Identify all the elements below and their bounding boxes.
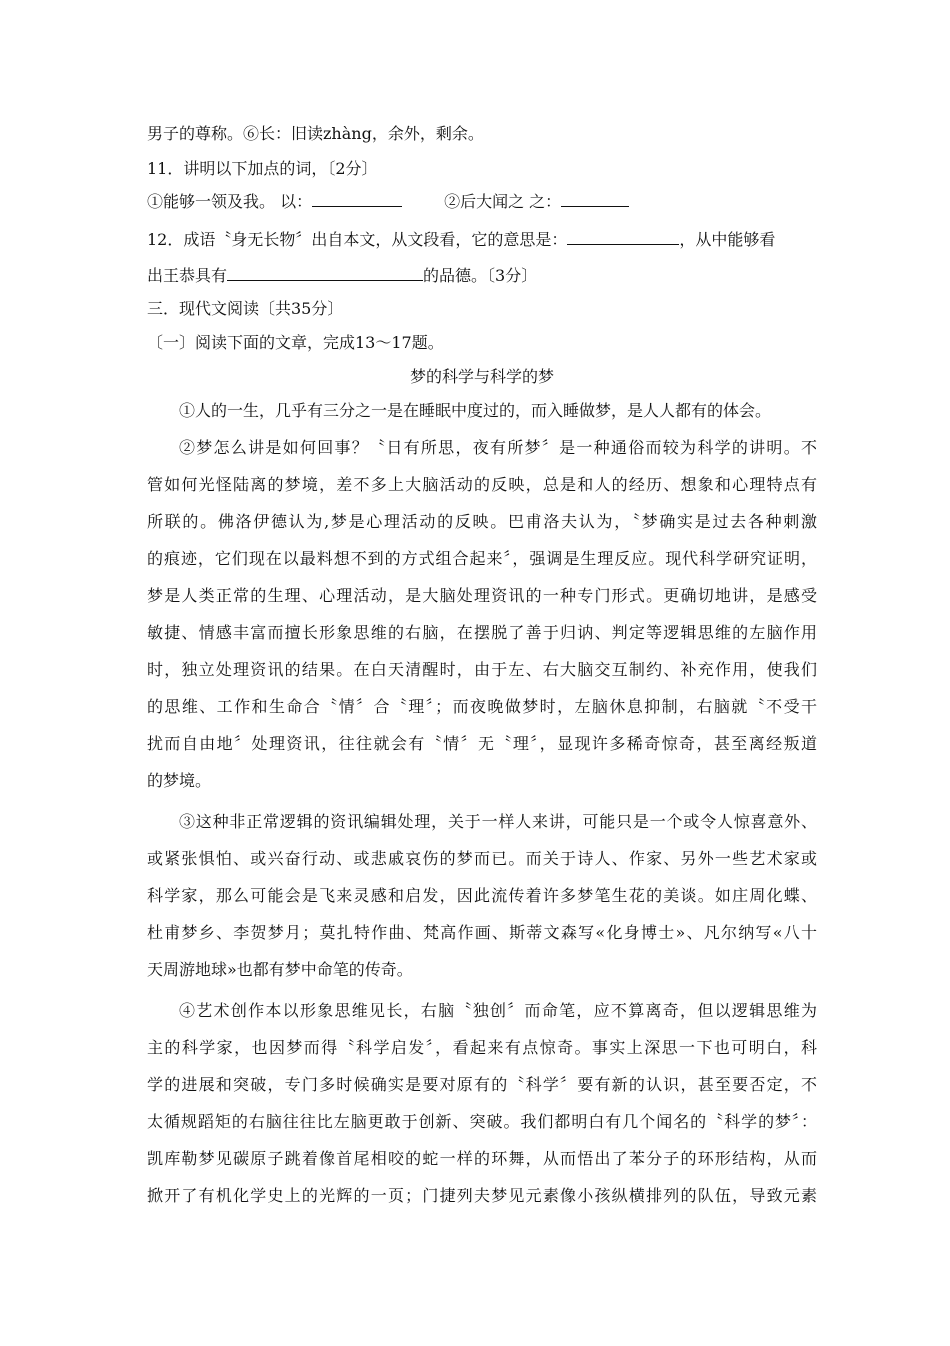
paragraph-3-line: 天周游地球»也都有梦中命笔的传奇。 <box>147 960 413 979</box>
answer-blank[interactable] <box>561 190 629 207</box>
paragraph-3-line: ③这种非正常逻辑的资讯编辑处理，关于一样人来讲，可能只是一个或令人惊喜意外、 <box>179 812 817 831</box>
paragraph-2-line: 敏捷、情感丰富而擅长形象思维的右脑，在摆脱了善于归讷、判定等逻辑思维的左脑作用 <box>147 623 817 642</box>
question-12-line-1: 12．成语〝身无长物〞出自本文，从文段看，它的意思是： ，从中能够看 <box>147 230 776 249</box>
paragraph-2-line: 的思维、工作和生命合〝情〞合〝理〞；而夜晚做梦时，左脑休息抑制，右脑就〝不受干 <box>147 697 817 716</box>
paragraph-1: ①人的一生，几乎有三分之一是在睡眠中度过的，而入睡做梦，是人人都有的体会。 <box>179 401 772 420</box>
article-title: 梦的科学与科学的梦 <box>409 367 554 386</box>
paragraph-2-line: 管如何光怪陆离的梦境，差不多上大脑活动的反映，总是和人的经历、想象和心理特点有 <box>147 475 817 494</box>
paragraph-2-line: 梦是人类正常的生理、心理活动，是大脑处理资讯的一种专门形式。更确切地讲，是感受 <box>147 586 817 605</box>
paragraph-2-line: 所联的。佛洛伊德认为,梦是心理活动的反映。巴甫洛夫认为，〝梦确实是过去各种刺激 <box>147 512 817 531</box>
paragraph-4-line: 主的科学家，也因梦而得〝科学启发〞，看起来有点惊奇。事实上深思一下也可明白，科 <box>147 1038 817 1057</box>
paragraph-2-line: 的梦境。 <box>147 771 212 790</box>
paragraph-4-line: 掀开了有机化学史上的光辉的一页；门捷列夫梦见元素像小孩纵横排列的队伍，导致元素 <box>147 1186 817 1205</box>
paragraph-4-line: 太循规蹈矩的右脑往往比左脑更敢于创新、突破。我们都明白有几个闻名的〝科学的梦〞： <box>147 1112 817 1131</box>
question-11: 11．讲明以下加点的词，〔2分〕 <box>147 159 378 178</box>
question-12-line-2: 出王恭具有 的品德。〔3分〕 <box>147 266 538 285</box>
question-11-items <box>147 190 817 212</box>
q11-item-2: ②后大闻之 之： <box>444 192 562 211</box>
paragraph-2-line: 扰而自由地〞处理资讯，往往就会有〝情〞无〝理〞，显现许多稀奇惊奇，甚至离经叛道 <box>147 734 817 753</box>
paragraph-2-line: ②梦怎么讲是如何回事？〝日有所思，夜有所梦〞是一种通俗而较为科学的讲明。不 <box>179 438 817 457</box>
paragraph-3-line: 杜甫梦乡、李贺梦月；莫扎特作曲、梵高作画、斯蒂文森写«化身博士»、凡尔纳写«八十 <box>147 923 817 942</box>
answer-blank[interactable] <box>312 190 402 207</box>
paragraph-3-line: 科学家，那么可能会是飞来灵感和启发，因此流传着许多梦笔生花的美谈。如庄周化蝶、 <box>147 886 817 905</box>
paragraph-2-line: 的痕迹，它们现在以最料想不到的方式组合起来〞，强调是生理反应。现代科学研究证明， <box>147 549 817 568</box>
paragraph-4-line: ④艺术创作本以形象思维见长，右脑〝独创〞而命笔，应不算离奇，但以逻辑思维为 <box>179 1001 817 1020</box>
paragraph-2-line: 时，独立处理资讯的结果。在白天清醒时，由于左、右大脑交互制约、补充作用，使我们 <box>147 660 817 679</box>
section-heading: 三．现代文阅读〔共35分〕 <box>147 299 344 318</box>
paragraph-4-line: 学的进展和突破，专门多时候确实是要对原有的〝科学〞要有新的认识，甚至要否定，不 <box>147 1075 817 1094</box>
answer-blank[interactable] <box>227 264 423 281</box>
paragraph-4-line: 凯库勒梦见碳原子跳着像首尾相咬的蛇一样的环舞，从而悟出了苯分子的环形结构，从而 <box>147 1149 817 1168</box>
q11-item-1: ①能够一领及我。 以： <box>147 192 313 211</box>
answer-blank[interactable] <box>567 228 679 245</box>
text-line: 男子的尊称。⑥长：旧读zhàng，余外，剩余。 <box>147 124 484 143</box>
reading-instruction: 〔一〕阅读下面的文章，完成13～17题。 <box>147 333 444 352</box>
paragraph-3-line: 或紧张惧怕、或兴奋行动、或悲戚哀伤的梦而已。而关于诗人、作家、另外一些艺术家或 <box>147 849 817 868</box>
